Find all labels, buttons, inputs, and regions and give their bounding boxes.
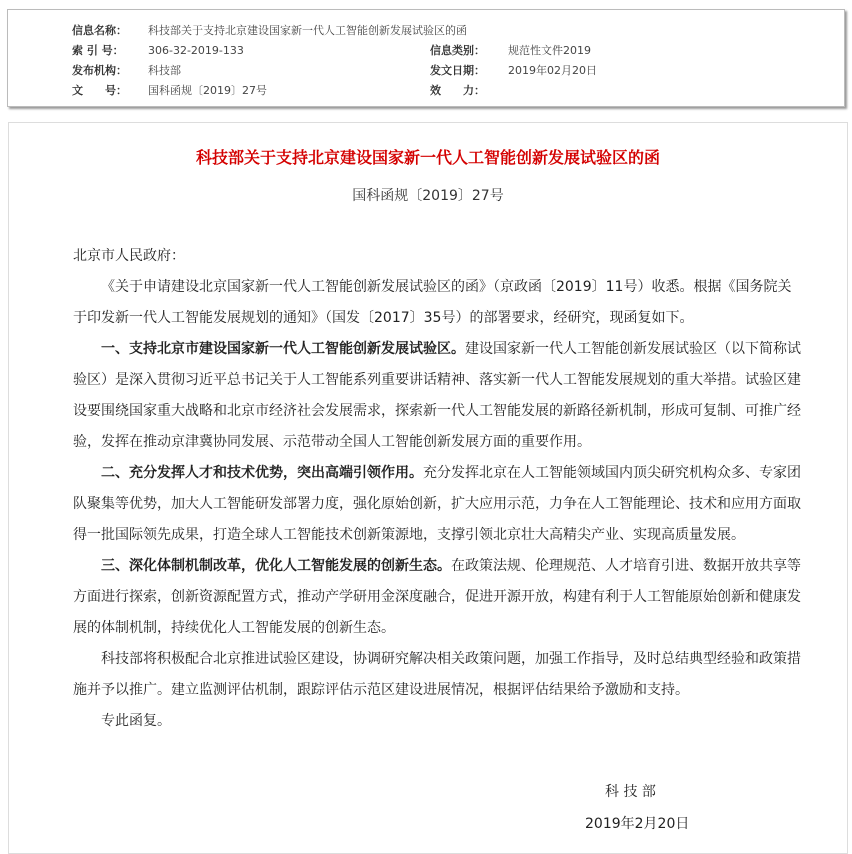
paragraph (73, 272, 805, 334)
paragraph-text: 专此函复。 (101, 713, 171, 729)
paragraph-heading: 二、充分发挥人才和技术优势，突出高端引领作用。 (101, 465, 423, 481)
document-content (73, 241, 805, 737)
paragraph-text: 《关于申请建设北京国家新一代人工智能创新发展试验区的函》（京政函〔2019〕11号）收悉。根据《国务院关于印发新一代人工智能发展规划的通知》（国发〔2017〕35号）的部署要求，经研究，现函复如下。 (73, 279, 792, 326)
info-row-name (72, 22, 832, 40)
info-label: 文 号： (72, 84, 127, 97)
paragraph (73, 458, 805, 551)
document-body (8, 122, 848, 854)
salutation: 北京市人民政府： (73, 248, 185, 264)
info-row-publisher (72, 62, 832, 80)
paragraph (73, 551, 805, 644)
paragraph-text: 充分发挥北京在人工智能领域国内顶尖研究机构众多、专家团队聚集等优势，加大人工智能研发部署力度，强化原始创新，扩大应用示范，力争在人工智能理论、技术和应用方面取得一批国际领先成果，打造全球人工智能技术创新策源地，支撑引领北京壮大高精尖产业、实现高质量发展。 (73, 465, 801, 543)
document-number: 国科函规〔2019〕27号 (352, 188, 504, 204)
paragraph (73, 334, 805, 458)
paragraph-text: 建设国家新一代人工智能创新发展试验区（以下简称试验区）是深入贯彻习近平总书记关于人工智能系列重要讲话精神、落实新一代人工智能发展规划的重大举措。试验区建设要围绕国家重大战略和北京市经济社会发展需求，探索新一代人工智能发展的新路径新机制，形成可复制、可推广经验，发挥在推动京津冀协同发展、示范带动全国人工智能创新发展方面的重要作用。 (73, 341, 801, 450)
info-label: 信息类别： (430, 44, 485, 57)
info-label: 效 力： (430, 84, 485, 97)
info-label: 信息名称： (72, 24, 127, 37)
paragraph-heading: 一、支持北京市建设国家新一代人工智能创新发展试验区。 (101, 341, 465, 357)
paragraph (73, 706, 805, 737)
paragraph-text: 在政策法规、伦理规范、人才培育引进、数据开放共享等方面进行探索，创新资源配置方式，推动产学研用金深度融合，促进开源开放，构建有利于人工智能原始创新和健康发展的体制机制，持续优化人工智能发展的创新生态。 (73, 558, 801, 636)
info-value: 规范性文件2019 (508, 44, 591, 57)
info-label: 索 引 号： (72, 44, 124, 57)
paragraph (73, 644, 805, 706)
signature-date: 2019年2月20日 (585, 816, 690, 832)
paragraph-text: 科技部将积极配合北京推进试验区建设，协调研究解决相关政策问题，加强工作指导，及时总结典型经验和政策措施并予以推广。建立监测评估机制，跟踪评估示范区建设进展情况，根据评估结果给予激励和支持。 (73, 651, 801, 698)
info-value: 306-32-2019-133 (148, 44, 244, 57)
info-row-index (72, 42, 832, 60)
info-label: 发文日期： (430, 64, 485, 77)
info-row-docnumber (72, 82, 832, 100)
info-value: 科技部关于支持北京建设国家新一代人工智能创新发展试验区的函 (148, 24, 467, 37)
info-value: 2019年02月20日 (508, 64, 597, 77)
info-value: 国科函规〔2019〕27号 (148, 84, 267, 97)
info-value: 科技部 (148, 64, 181, 77)
document-title: 科技部关于支持北京建设国家新一代人工智能创新发展试验区的函 (195, 148, 660, 167)
document-info-panel (7, 9, 845, 107)
paragraph-heading: 三、深化体制机制改革，优化人工智能发展的创新生态。 (101, 558, 451, 574)
signature: 科 技 部 (605, 784, 656, 800)
info-label: 发布机构： (72, 64, 127, 77)
